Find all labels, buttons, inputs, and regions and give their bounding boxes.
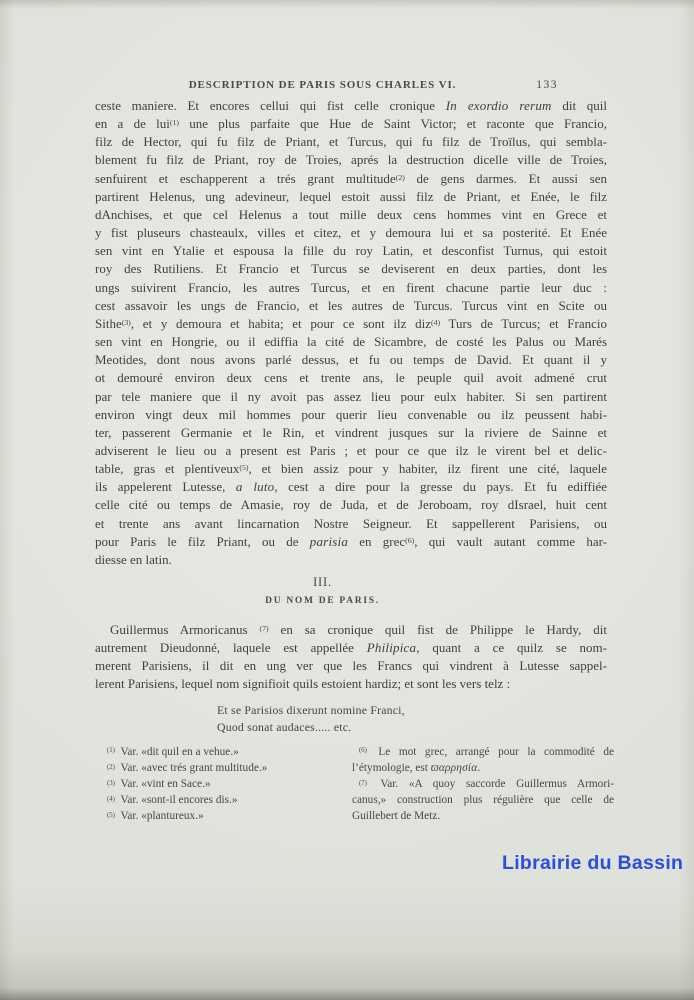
text-line: $^{(4)}$ Var. «sont-il encores dis.» bbox=[107, 794, 238, 807]
text-line: ot demouré environ deux cens et trente ans, le peuple quil avoit admené crut bbox=[95, 370, 607, 386]
text-line: Guillermus Armoricanus $^{(7)}$ en sa cronique quil fist de Philippe le Hardy, dit bbox=[110, 622, 607, 637]
text-line: table, gras et plentiveux$^{(5)}$, et bien assiz pour y habiter, ilz firent une cité, laquele bbox=[95, 461, 607, 477]
text-line: par tele maniere que il ny avoit pas assez lieu pour eulx habiter. Si sen partirent bbox=[95, 388, 607, 404]
page-number: 133 bbox=[536, 79, 558, 91]
text-line: en a de lui$^{(1)}$ une plus parfaite que Hue de Saint Victor; et raconte que Francio, bbox=[95, 116, 607, 132]
running-header-title: DESCRIPTION DE PARIS SOUS CHARLES VI. bbox=[188, 79, 457, 91]
text-line: $^{(3)}$ Var. «vint en Sace.» bbox=[107, 778, 211, 791]
text-line: blement fu filz de Priant, roy de Troies, aprés la destruction dicelle ville de Troies, bbox=[95, 152, 607, 168]
text-line: ils appelerent Lutesse, a luto, cest a dire pour la gresse du pays. Et fu ediffiée bbox=[95, 479, 607, 495]
text-line: dAnchises, et que cel Helenus a tout mille deux cens hommes vint en Grece et bbox=[95, 206, 607, 222]
watermark-librairie-du-bassin: Librairie du Bassin bbox=[502, 852, 684, 874]
paragraph-main bbox=[95, 97, 607, 569]
text-line: $^{(6)}$ Le mot grec, arrangé pour la commodité de bbox=[359, 746, 614, 758]
text-line: $^{(5)}$ Var. «plantureux.» bbox=[107, 810, 204, 823]
text-line: senfuirent et eschapperent a trés grant multitude$^{(2)}$ de gens darmes. Et aussi sen bbox=[95, 170, 607, 186]
text-line: $^{(7)}$ Var. «A quoy saccorde Guillermus Armori- bbox=[359, 778, 614, 791]
text-line: cest assavoir les ungs de Francio, et les autres de Turcus. Turcus vint en Scite ou bbox=[95, 297, 607, 313]
text-line: l’étymologie, est ϖαρρησία. bbox=[352, 762, 481, 775]
text-line: canus,» construction plus régulière que celle de bbox=[352, 794, 614, 807]
text-line: merent Parisiens, il dit en ung ver que les Francs qui vindrent à Lutesse sappel- bbox=[95, 658, 607, 674]
text-line: y fist pluseurs chasteaulx, villes et citez, et y demoura lui et sa posterité. Et Enée bbox=[95, 225, 607, 241]
text-line: adviserent le lieu ou a present est Paris ; et pour ce que ilz le virent bel et delic- bbox=[95, 442, 607, 458]
text-line: roy des Rutiliens. Et Francio et Turcus se deviserent en deux parties, dont les bbox=[95, 261, 607, 277]
text-line: ungs suivirent Francio, les autres Turcus, et en firent chacune partie leur duc : bbox=[95, 279, 607, 295]
text-line: celle cité ou temps de Amasie, roy de Juda, et de Jeroboam, roy dIsrael, huit cent bbox=[95, 497, 607, 513]
text-line: environ vingt deux mil hommes pour querir lieu convenable ou ilz peussent habi- bbox=[95, 406, 607, 422]
text-line: lerent Parisiens, lequel nom signifioit quils estoient hardiz; et sont les vers telz : bbox=[95, 676, 511, 692]
text-line: Guillebert de Metz. bbox=[352, 810, 441, 823]
text-line: pour Paris le filz Priant, ou de parisia en grec$^{(6)}$, qui vault autant comme har- bbox=[95, 533, 607, 549]
footnotes-left-column bbox=[100, 744, 344, 824]
text-line: diesse en latin. bbox=[95, 551, 172, 567]
text-line: partirent Helenus, ung adevineur, lequel estoit aussi filz de Priant, et Enée, le filz bbox=[95, 188, 607, 204]
paragraph-guillermus bbox=[95, 621, 607, 694]
running-header bbox=[95, 79, 606, 91]
text-line: autrement Dieudonné, laquele est appellée Philipica, quant a ce quilz se nom- bbox=[95, 640, 607, 656]
text-line: sen vint en Ytalie et espousa la fille du roy Latin, et desconfist Turnus, qui estoit bbox=[95, 243, 607, 259]
text-line: ter, passerent Germanie et le Rin, et vindrent jusques sur la riviere de Sainne et bbox=[95, 424, 607, 440]
text-line: Et se Parisios dixerunt nomine Franci, bbox=[217, 703, 405, 717]
text-line: filz de Hector, qui fu filz de Priant, et Turcus, qui fu filz de Troïlus, qui sembla- bbox=[95, 134, 607, 150]
text-line: et trente ans avant lincarnation Nostre Seigneur. Et sappellerent Parisiens, ou bbox=[95, 515, 607, 531]
text-line: $^{(2)}$ Var. «avec trés grant multitude.» bbox=[107, 762, 268, 775]
text-line: Sithe$^{(3)}$, et y demoura et habita; et pour ce sont ilz diz$^{(4)}$ Turs de Turcus; et Francio bbox=[95, 315, 607, 331]
footnotes-right-column bbox=[352, 744, 614, 824]
text-line: $^{(1)}$ Var. «dit quil en a vehue.» bbox=[107, 746, 239, 758]
text-line: Quod sonat audaces..... etc. bbox=[217, 719, 352, 734]
text-line: sen vint en Hongrie, ou il ediffia la cité de Sicambre, de costé les Palus ou Marés bbox=[95, 334, 607, 350]
text-line: Meotides, dont nous avons parlé dessus, et fu ou temps de David. Et quant il y bbox=[95, 352, 607, 368]
section-numeral: III. bbox=[313, 575, 332, 589]
section-heading: DU NOM DE PARIS. bbox=[265, 596, 380, 606]
text-line: ceste maniere. Et encores cellui qui fist celle cronique In exordio rerum dit quil bbox=[95, 98, 607, 113]
verse-quote bbox=[217, 702, 405, 735]
